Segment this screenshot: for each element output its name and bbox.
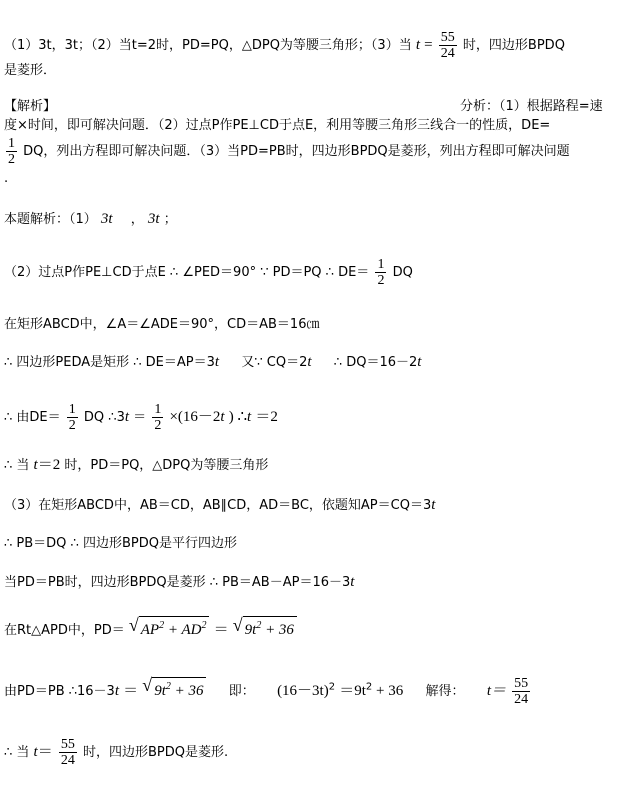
- solution-part-3-line-3: 当PD＝PB时，四边形BPDQ是菱形 ∴ PB＝AB－AP＝16－3t: [4, 574, 355, 590]
- solution-part-2-line-4: ∴ 由DE＝ $\frac{1}{2}$ DQ ∴3t ＝ $\frac{1}{2}$ ×(16－2t ) ∴t ＝2: [4, 402, 278, 433]
- equals-sign: =: [424, 37, 433, 53]
- analysis-line-2: 度×时间，即可解决问题．（2）过点P作PE⊥CD于点E，利用等腰三角形三线合一的性质，DE=: [4, 118, 551, 133]
- analysis-head: 分析：（1）根据路程=速: [460, 99, 603, 114]
- solution-part-2-conclusion: ∴ 当 t＝2 时，PD＝PQ，△DPQ为等腰三角形: [4, 457, 269, 473]
- analysis-tag: 【解析】: [4, 99, 57, 114]
- solution-part-3-line-1: （3）在矩形ABCD中，AB＝CD，AB∥CD，AD＝BC，依题知AP＝CQ＝3t: [4, 497, 436, 513]
- sqrt-9t2-36-b: $9t^2 + 36$: [152, 677, 206, 700]
- solution-part-2-line-1: （2）过点P作PE⊥CD于点E ∴ ∠PED＝90° ∵ PD＝PQ ∴ DE＝ $\frac{1}{2}$ DQ: [4, 257, 413, 288]
- solution-part-3-line-4: 在Rt△APD中，PD＝ √ $AP^2 + AD^2$ ＝ √ $9t^2 + 36$: [4, 616, 297, 640]
- fraction-half-2: $\frac{1}{2}$: [377, 257, 385, 288]
- answer-line-1: [4, 30, 565, 61]
- fraction-55-24: $\frac{55}{24}$: [440, 30, 455, 61]
- solution-part-3-line-5: 由PD＝PB ∴16－3t ＝ √ $9t^2 + 36$ 即： $(16-3t)^2 =9t^2 + 36$ 解得： t＝ $\frac{55}{24}$: [4, 675, 529, 707]
- analysis-dot: .: [4, 171, 9, 186]
- t-variable: t: [415, 37, 421, 53]
- analysis-line-3: $\frac{1}{2}$ DQ，列出方程即可解决问题．（3）当PD=PB时，四边形BPDQ是菱形，列出方程即可解决问题: [8, 136, 570, 167]
- solution-part-3-line-2: ∴ PB＝DQ ∴ 四边形BPDQ是平行四边形: [4, 536, 237, 551]
- solution-final: ∴ 当 t＝ $\frac{55}{24}$ 时，四边形BPDQ是菱形.: [4, 737, 229, 768]
- solution-part-1: 本题解析：（1） 3t ， 3t ；: [4, 211, 177, 227]
- fraction-half-3: $\frac{1}{2}$: [68, 402, 76, 433]
- fraction-half-4: $\frac{1}{2}$: [154, 402, 162, 433]
- answer-text-end: 时，四边形BPDQ: [462, 38, 565, 53]
- fraction-55-24-b: $\frac{55}{24}$: [514, 676, 529, 707]
- fraction-55-24-c: $\frac{55}{24}$: [60, 737, 75, 768]
- solution-part-2-line-2: 在矩形ABCD中，∠A＝∠ADE＝90°，CD＝AB＝16㎝: [4, 317, 320, 332]
- solution-part-2-line-3: ∴ 四边形PEDA是矩形 ∴ DE＝AP＝3t 又∵ CQ＝2t ∴ DQ＝16－2t: [4, 354, 422, 370]
- answer-text: （1）3t，3t；（2）当t=2时，PD=PQ，△DPQ为等腰三角形；（3）当: [4, 38, 412, 53]
- sqrt-ap-ad: $AP^2 + AD^2$: [139, 616, 210, 639]
- answer-line-2: 是菱形．: [4, 63, 57, 78]
- sqrt-9t2-36: $9t^2 + 36$: [243, 616, 297, 639]
- fraction-half: $\frac{1}{2}$: [8, 136, 15, 167]
